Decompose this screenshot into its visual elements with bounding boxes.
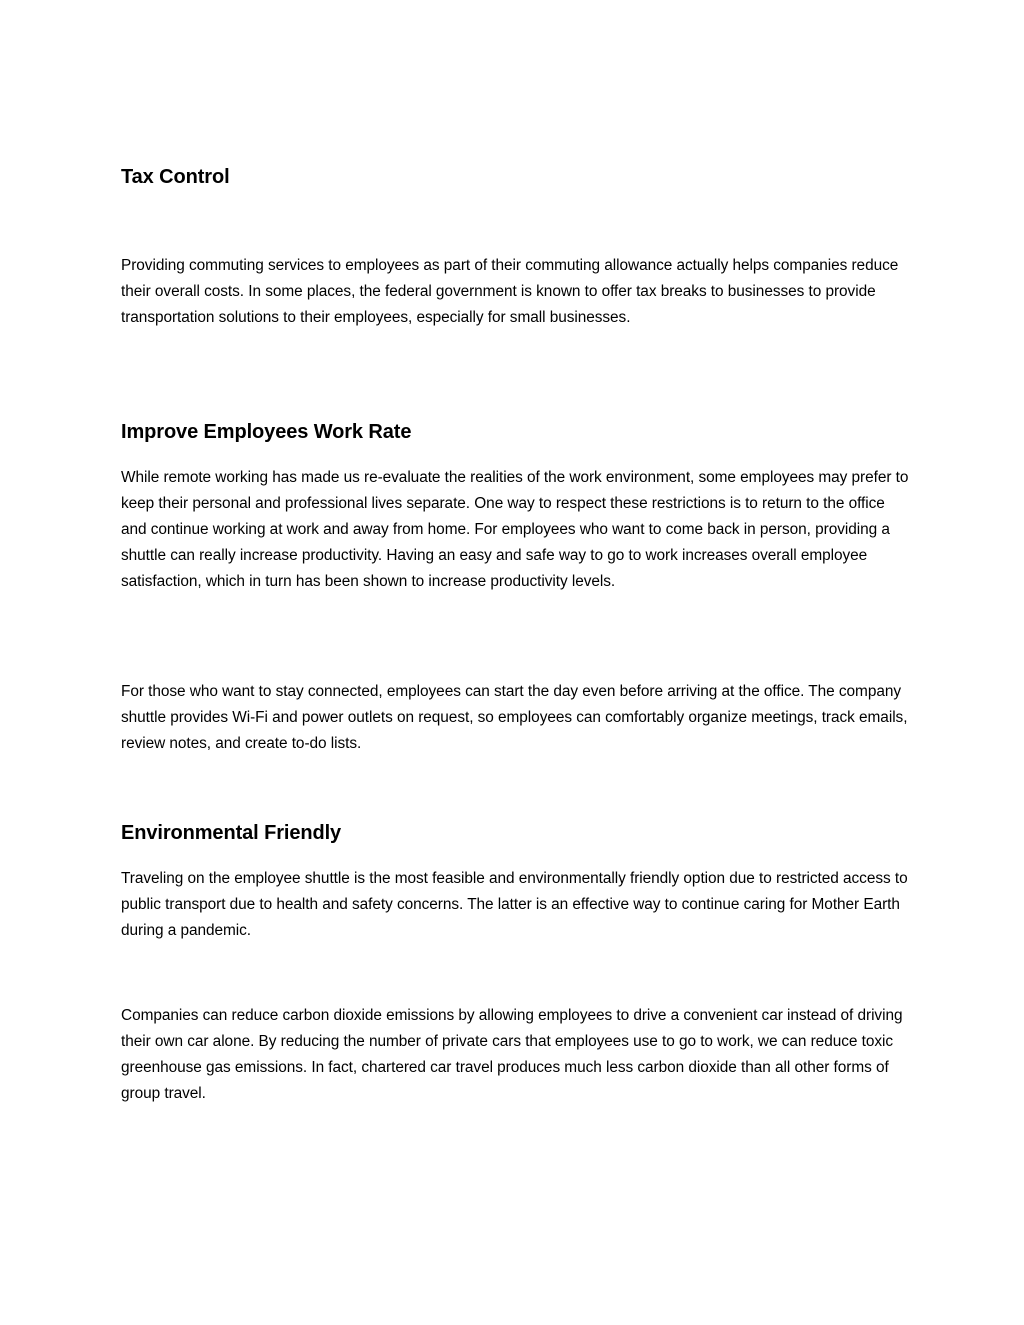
section-heading-tax-control: Tax Control [121, 166, 230, 188]
paragraph: While remote working has made us re-evaluate the realities of the work environment, some employees may prefer to keep their personal and professional lives separate. One way to respect these restrictions is to return to the office and continue working at work and away from home. For employees who want to come back in person, providing a shuttle can really increase productivity. Having an easy and safe way to go to work increases overall employee satisfaction, which in turn has been shown to increase productivity levels. [121, 469, 909, 590]
paragraph: For those who want to stay connected, employees can start the day even before arriving at the office. The company shuttle provides Wi-Fi and power outlets on request, so employees can comfortably organize meetings, track emails, review notes, and create to-do lists. [121, 683, 908, 752]
paragraph: Companies can reduce carbon dioxide emissions by allowing employees to drive a convenient car instead of driving their own car alone. By reducing the number of private cars that employees use to go to work, we can reduce toxic greenhouse gas emissions. In fact, chartered car travel produces much less carbon dioxide than all other forms of group travel. [121, 1007, 903, 1102]
paragraph: Traveling on the employee shuttle is the most feasible and environmentally friendly option due to restricted access to public transport due to health and safety concerns. The latter is an effective way to continue caring for Mother Earth during a pandemic. [121, 870, 908, 939]
section-heading-environmental-friendly: Environmental Friendly [121, 822, 342, 844]
paragraph: Providing commuting services to employees as part of their commuting allowance actually helps companies reduce their overall costs. In some places, the federal government is known to offer tax breaks to businesses to provide transportation solutions to their employees, especially for small businesses. [121, 257, 899, 326]
section-heading-improve-work-rate: Improve Employees Work Rate [121, 421, 412, 443]
